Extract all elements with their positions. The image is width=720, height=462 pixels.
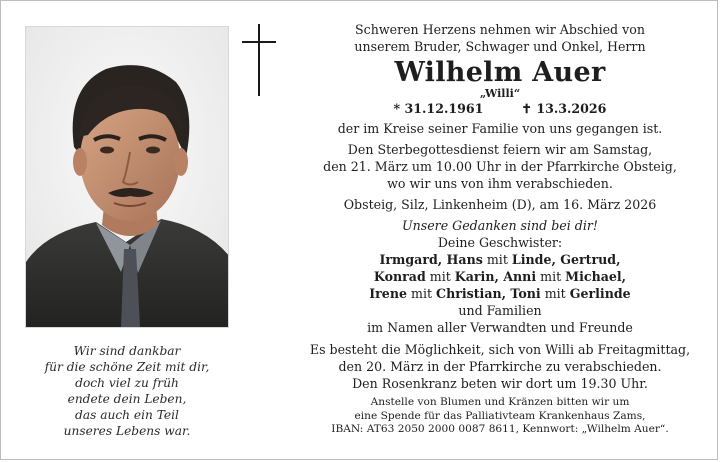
family-block <box>300 234 700 336</box>
family-connector: mit <box>482 252 512 267</box>
family-names: Christian, Toni <box>436 286 541 301</box>
farewell-line: Den Rosenkranz beten wir dort um 19.30 Uhr. <box>352 376 648 391</box>
portrait-photo <box>25 26 229 328</box>
death-date: ✝ 13.3.2026 <box>521 101 607 116</box>
birth-date: * 31.12.1961 <box>393 101 484 116</box>
family-names: Linde, Gertrud, <box>511 252 621 267</box>
poem-line: für die schöne Zeit mit dir, <box>44 360 210 374</box>
donation-line: Anstelle von Blumen und Kränzen bitten wir um <box>370 396 630 408</box>
thoughts-line: Unsere Gedanken sind bei dir! <box>402 218 598 233</box>
passed-line: der im Kreise seiner Familie von uns gegangen ist. <box>337 121 663 136</box>
service-line: Den Sterbegottesdienst feiern wir am Samstag, <box>347 142 653 157</box>
family-line: und Familien <box>458 303 542 318</box>
deceased-nickname: „Willi“ <box>479 87 521 100</box>
poem <box>25 343 229 439</box>
family-heading: Deine Geschwister: <box>437 235 563 250</box>
life-dates <box>300 100 700 117</box>
service-line: wo wir uns von ihm verabschieden. <box>387 176 613 191</box>
family-row <box>300 251 700 268</box>
family-row <box>300 285 700 302</box>
family-row <box>300 268 700 285</box>
cross-icon <box>242 24 276 96</box>
deceased-name: Wilhelm Auer <box>394 57 606 88</box>
poem-line: unseres Lebens war. <box>63 424 191 438</box>
place-date: Obsteig, Silz, Linkenheim (D), am 16. März 2026 <box>343 197 657 212</box>
family-connector: mit <box>536 269 566 284</box>
family-connector: mit <box>540 286 570 301</box>
family-connector: mit <box>407 286 437 301</box>
service-line: den 21. März um 10.00 Uhr in der Pfarrkirche Obsteig, <box>323 159 677 174</box>
family-names: Irmgard, Hans <box>379 252 483 267</box>
family-names: Karin, Anni <box>454 269 537 284</box>
farewell-line: den 20. März in der Pfarrkirche zu verabschieden. <box>338 359 662 374</box>
family-line: im Namen aller Verwandten und Freunde <box>367 320 633 335</box>
donation-block <box>300 396 700 437</box>
intro-line: unserem Bruder, Schwager und Onkel, Herrn <box>354 39 646 54</box>
poem-line: Wir sind dankbar <box>73 344 181 358</box>
poem-line: doch viel zu früh <box>75 376 179 390</box>
donation-line: eine Spende für das Palliativteam Krankenhaus Zams, <box>354 409 646 422</box>
poem-line: endete dein Leben, <box>67 392 187 406</box>
poem-line: das auch ein Teil <box>75 408 179 422</box>
farewell-block <box>300 341 700 392</box>
service-block <box>300 141 700 192</box>
farewell-line: Es besteht die Möglichkeit, sich von Willi ab Freitagmittag, <box>309 342 691 357</box>
donation-line: IBAN: AT63 2050 2000 0087 8611, Kennwort: „Wilhelm Auer“. <box>331 423 669 435</box>
obituary-text <box>300 21 700 437</box>
family-names: Konrad <box>373 269 426 284</box>
intro-line: Schweren Herzens nehmen wir Abschied von <box>355 22 645 37</box>
family-connector: mit <box>425 269 455 284</box>
family-names: Irene <box>369 286 407 301</box>
family-names: Michael, <box>565 269 627 284</box>
family-names: Gerlinde <box>569 286 631 301</box>
